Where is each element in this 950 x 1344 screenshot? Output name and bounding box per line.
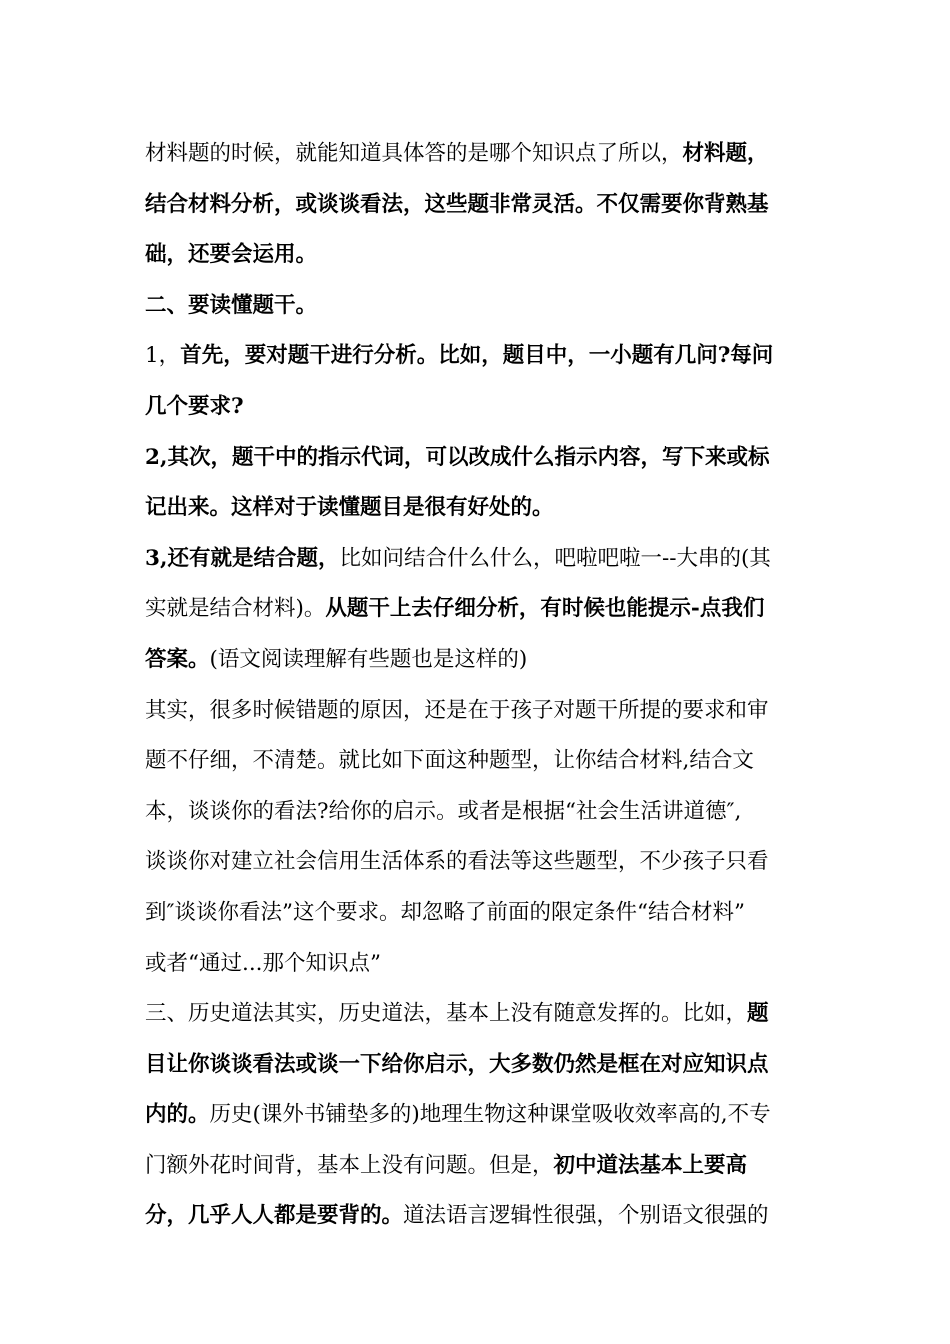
bold-text-segment: 分，几乎人人都是要背的。 — [145, 1203, 404, 1229]
text-line — [145, 939, 813, 990]
text-line — [145, 989, 813, 1040]
text-line — [145, 230, 813, 281]
text-line — [145, 635, 813, 686]
text-line — [145, 1090, 813, 1141]
text-line — [145, 180, 813, 231]
text-line — [145, 837, 813, 888]
bold-text-segment: 首先，要对题干进行分析。比如，题目中，一小题有几问?每问 — [180, 343, 774, 369]
bold-text-segment: 结合材料分析，或谈谈看法，这些题非常灵活。不仅需要你背熟基 — [145, 191, 769, 217]
bold-text-segment: 从题干上去仔细分析，有时候也能提示-点我们 — [325, 596, 765, 622]
text-segment: 实就是结合材料)。 — [145, 596, 326, 622]
bold-text-segment: 初中道法基本上要高 — [553, 1152, 748, 1178]
text-segment: 比如问结合什么什么，吧啦吧啦一--大串的(其 — [339, 545, 771, 571]
text-line — [145, 787, 813, 838]
text-line — [145, 433, 813, 484]
text-segment: 谈谈你对建立社会信用生活体系的看法等这些题型，不少孩子只看 — [145, 849, 769, 875]
bold-text-segment: 答案。 — [145, 646, 210, 672]
text-line — [145, 1040, 813, 1091]
section-heading — [145, 281, 813, 332]
text-segment: 题不仔细，不清楚。就比如下面这种题型，让你结合材料,结合文 — [145, 748, 754, 774]
document-body — [145, 129, 813, 1242]
bold-text-segment: 内的。 — [145, 1102, 210, 1128]
text-segment: 门额外花时间背，基本上没有问题。但是， — [145, 1152, 554, 1178]
text-line — [145, 331, 813, 382]
text-line — [145, 483, 813, 534]
bold-text-segment: 目让你谈谈看法或谈一下给你启示，大多数仍然是框在对应知识点 — [145, 1051, 769, 1077]
text-segment: 三、历史道法其实，历史道法，基本上没有随意发挥的。比如， — [145, 1001, 748, 1027]
text-segment: 本，谈谈你的看法?给你的启示。或者是根据“社会生活讲道德″, — [145, 798, 742, 824]
text-line — [145, 686, 813, 737]
text-segment: 道法语言逻辑性很强，个别语文很强的 — [403, 1203, 769, 1229]
text-line — [145, 129, 813, 180]
text-line — [145, 382, 813, 433]
bold-text-segment: 几个要求? — [145, 393, 244, 419]
text-line — [145, 534, 813, 585]
text-segment: 1， — [145, 343, 181, 369]
text-segment: 材料题的时候，就能知道具体答的是哪个知识点了所以， — [145, 141, 683, 166]
bold-text-segment: 2,其次，题干中的指示代词，可以改成什么指示内容，写下来或标 — [145, 444, 770, 470]
text-segment: 或者“通过...那个知识点” — [145, 950, 381, 976]
bold-text-segment: 二、要读懂题干。 — [145, 292, 318, 318]
text-segment: 到″谈谈你看法”这个要求。却忽略了前面的限定条件“结合材料” — [145, 899, 746, 925]
text-segment: (语文阅读理解有些题也是这样的) — [209, 646, 528, 672]
text-line — [145, 1191, 813, 1242]
bold-text-segment: 3,还有就是结合题， — [145, 545, 340, 571]
bold-text-segment: 记出来。这样对于读懂题目是很有好处的。 — [145, 495, 554, 521]
text-line — [145, 584, 813, 635]
text-line — [145, 888, 813, 939]
bold-text-segment: 础，还要会运用。 — [145, 242, 318, 268]
text-segment: 历史(课外书铺垫多的)地理生物这种课堂吸收效率高的,不专 — [209, 1102, 771, 1128]
text-line — [145, 736, 813, 787]
bold-text-segment: 材料题， — [682, 141, 769, 166]
text-segment: 其实，很多时候错题的原因，还是在于孩子对题干所提的要求和审 — [145, 697, 769, 723]
bold-text-segment: 题 — [747, 1001, 769, 1027]
text-line — [145, 1141, 813, 1192]
